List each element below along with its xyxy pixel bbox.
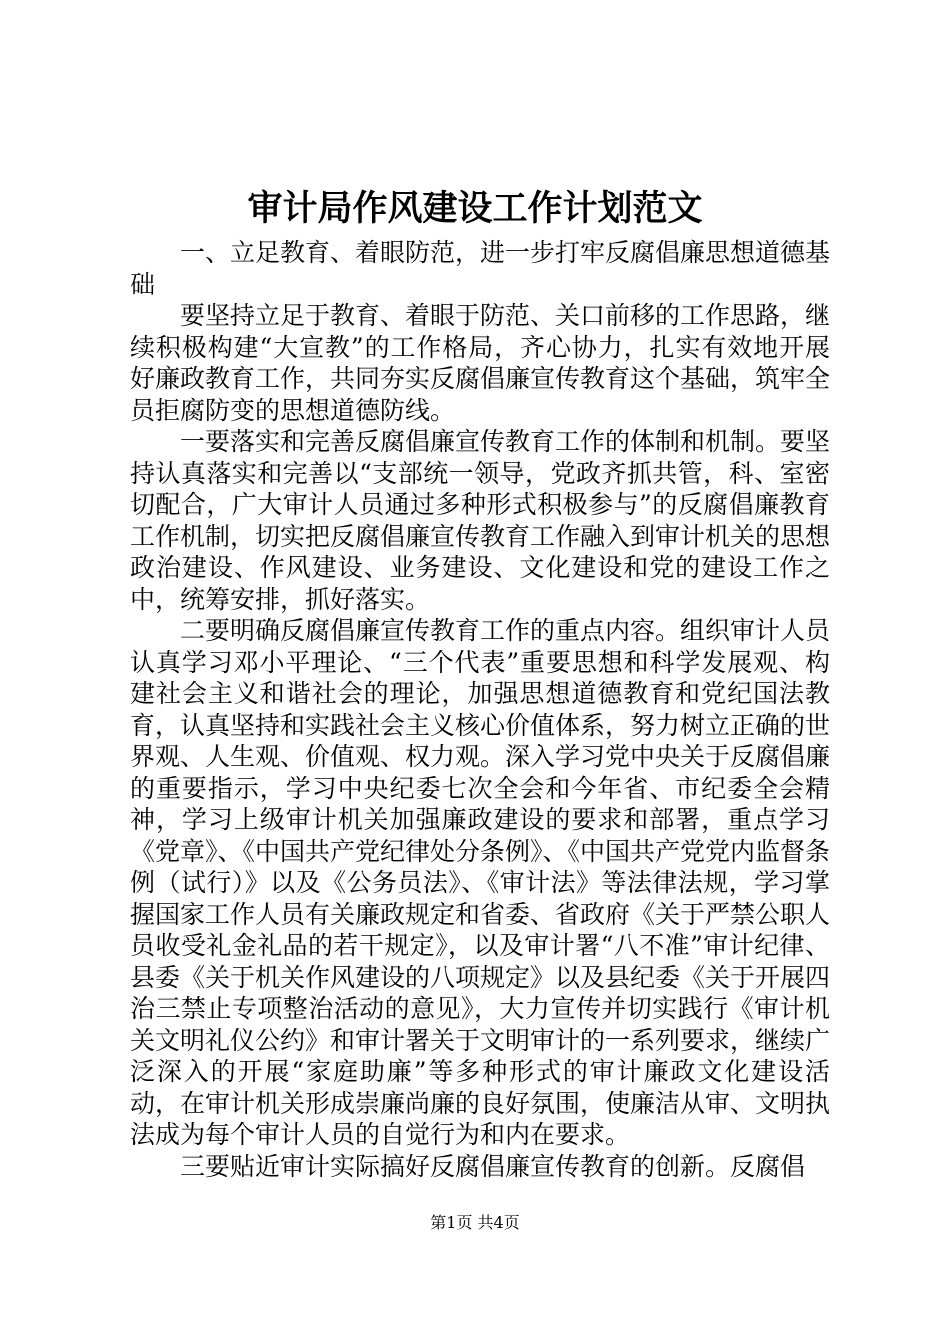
body-paragraph: 二要明确反腐倡廉宣传教育工作的重点内容。组织审计人员认真学习邓小平理论、“三个代表”重要思想和科学发展观、构建社会主义和谐社会的理论，加强思想道德教育和党纪国法教育，认真坚持和实践社会主义核心价值体系，努力树立正确的世界观、人生观、价值观、权力观。深入学习党中央关于反腐倡廉的重要指示，学习中央纪委七次全会和今年省、市纪委全会精神，学习上级审计机关加强廉政建设的要求和部署，重点学习《党章》、《中国共产党纪律处分条例》、《中国共产党党内监督条例（试行）》以及《公务员法》、《审计法》等法律法规，学习掌握国家工作人员有关廉政规定和省委、省政府《关于严禁公职人员收受礼金礼品的若干规定》，以及审计署“八不准”审计纪律、县委《关于机关作风建设的八项规定》以及县纪委《关于开展四治三禁止专项整治活动的意见》，大力宣传并切实践行《审计机关文明礼仪公约》和审计署关于文明审计的一系列要求，继续广泛深入的开展“家庭助廉”等多种形式的审计廉政文化建设活动，在审计机关形成崇廉尚廉的良好氛围，使廉洁从审、文明执法成为每个审计人员的自觉行为和内在要求。 [130,616,831,1149]
section-heading: 一、立足教育、着眼防范，进一步打牢反腐倡廉思想道德基础 [130,238,831,299]
body-paragraph: 一要落实和完善反腐倡廉宣传教育工作的体制和机制。要坚持认真落实和完善以“支部统一领导，党政齐抓共管，科、室密切配合，广大审计人员通过多种形式积极参与”的反腐倡廉教育工作机制，切实把反腐倡廉宣传教育工作融入到审计机关的思想政治建设、作风建设、业务建设、文化建设和党的建设工作之中，统筹安排，抓好落实。 [130,427,831,614]
document-title: 审计局作风建设工作计划范文 [247,188,703,229]
body-paragraph: 三要贴近审计实际搞好反腐倡廉宣传教育的创新。反腐倡 [180,1151,806,1181]
body-paragraph: 要坚持立足于教育、着眼于防范、关口前移的工作思路，继续积极构建“大宣教”的工作格局，齐心协力，扎实有效地开展好廉政教育工作，共同夯实反腐倡廉宣传教育这个基础，筑牢全员拒腐防变的思想道德防线。 [130,301,831,425]
page-number: 第1页 共4页 [430,1213,520,1232]
document-body [130,237,830,1182]
